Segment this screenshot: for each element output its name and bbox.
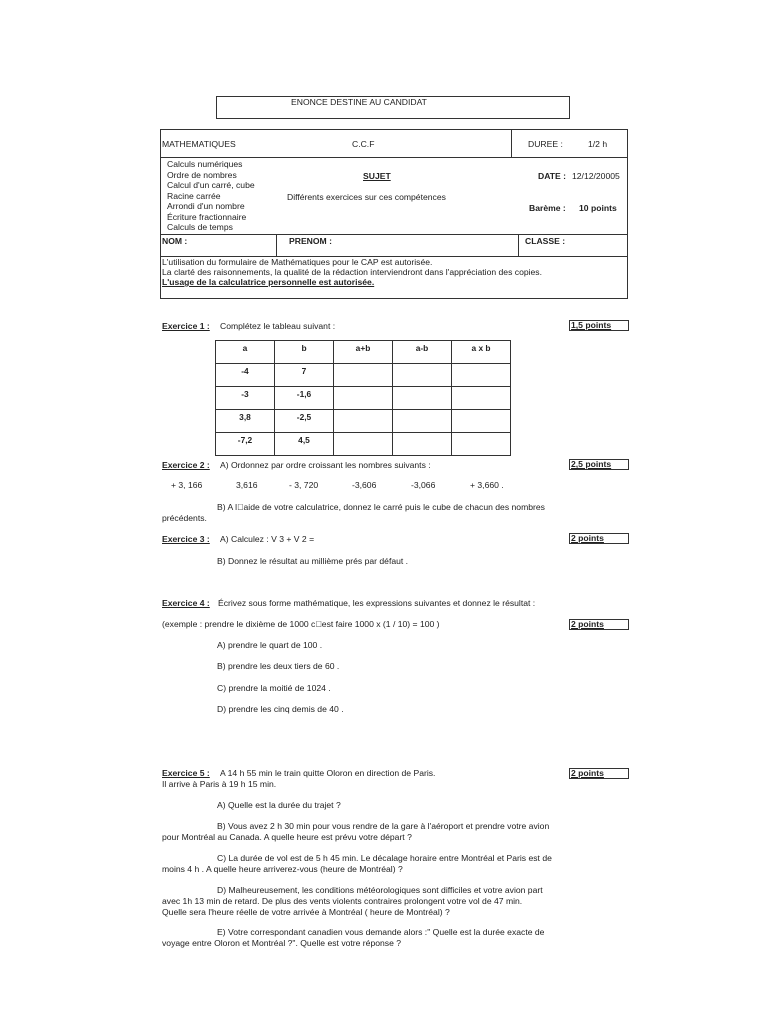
table-cell: -1,6 — [275, 387, 334, 410]
sujet-text: Différents exercices sur ces compétences — [287, 192, 446, 202]
exercise-1-text: Complétez le tableau suivant : — [220, 321, 336, 331]
exercise-2-points: 2,5 points — [569, 459, 629, 470]
competence-item: Écriture fractionnaire — [167, 211, 247, 222]
table-header-cell: a x b — [452, 341, 511, 364]
table-cell-empty — [393, 387, 452, 410]
instruction-note: La clarté des raisonnements, la qualité de la rédaction interviendront dans l'appréciation des copies. — [162, 267, 542, 277]
competence-item: Arrondi d'un nombre — [167, 201, 245, 211]
table-header-row — [216, 341, 511, 364]
nom-label: NOM : — [162, 236, 188, 246]
table-cell: -4 — [216, 364, 275, 387]
table-cell-empty — [334, 364, 393, 387]
divider — [160, 234, 628, 235]
duree-value: 1/2 h — [588, 139, 608, 149]
number-item: -3,066 — [411, 480, 436, 490]
exercise-5-points: 2 points — [569, 768, 629, 779]
table-cell: 4,5 — [275, 433, 334, 456]
classe-label: CLASSE : — [525, 236, 566, 246]
table-cell-empty — [334, 433, 393, 456]
number-item: -3,606 — [352, 480, 377, 490]
exercise-4-text: Écrivez sous forme mathématique, les expressions suivantes et donnez le résultat : — [218, 598, 536, 608]
exercise-5-label: Exercice 5 : — [162, 768, 210, 778]
exercise-3-question-b: B) Donnez le résultat au millième prés par défaut . — [217, 556, 409, 566]
exercise-2-text: A) Ordonnez par ordre croissant les nombres suivants : — [220, 460, 431, 470]
exercise-5-question: B) Vous avez 2 h 30 min pour vous rendre de la gare à l'aéroport et prendre votre avion — [217, 821, 550, 831]
exercise-5-question: D) Malheureusement, les conditions météorologiques sont difficiles et votre avion part — [217, 885, 543, 895]
banner-title: ENONCE DESTINE AU CANDIDAT — [291, 97, 427, 107]
competence-item: Ordre de nombres — [167, 169, 237, 180]
competence-item: Racine carrée — [167, 190, 221, 201]
exercise-4-points: 2 points — [569, 619, 629, 630]
exercise-5-question-cont: Quelle sera l'heure réelle de votre arrivée à Montréal ( heure de Montréal) ? — [162, 907, 450, 917]
exercise-5-question: C) La durée de vol est de 5 h 45 min. Le décalage horaire entre Montréal et Paris est de — [217, 853, 552, 863]
competence-item: Calculs de temps — [167, 222, 233, 232]
table-cell-empty — [334, 410, 393, 433]
number-item: + 3, 166 — [171, 480, 203, 490]
table-cell-empty — [452, 433, 511, 456]
table-header-cell: b — [275, 341, 334, 364]
subject-label: MATHEMATIQUES — [162, 139, 236, 149]
table-cell-empty — [334, 387, 393, 410]
table-cell-empty — [393, 433, 452, 456]
sujet-label: SUJET — [363, 171, 391, 181]
table-row — [216, 364, 511, 387]
exercise-1-points: 1,5 points — [569, 320, 629, 331]
exercise-2-question-b-cont: précédents. — [162, 513, 207, 523]
competences-list — [167, 159, 255, 233]
divider — [276, 234, 277, 256]
table-row — [216, 410, 511, 433]
competence-item: Calculs numériques — [167, 159, 243, 169]
divider — [160, 157, 628, 158]
exercise-4-example: (exemple : prendre le dixième de 1000 c est faire 1000 x (1 / 10) = 100 ) — [162, 619, 440, 629]
exercise-4-label: Exercice 4 : — [162, 598, 210, 608]
table-cell: 3,8 — [216, 410, 275, 433]
exercise-2-question-b: B) A l aide de votre calculatrice, donnez le carré puis le cube de chacun des nombres — [217, 502, 545, 512]
exercise-5-question-cont: avec 1h 13 min de retard. De plus des vents violents contraires prolongent votre vol de 47 min. — [162, 896, 523, 906]
table-cell-empty — [452, 364, 511, 387]
exercise-5-question-cont: moins 4 h . A quelle heure arriverez-vous (heure de Montréal) ? — [162, 864, 403, 874]
exercise-2-label: Exercice 2 : — [162, 460, 210, 470]
bareme-value: 10 points — [579, 203, 617, 213]
exercise-4-question: B) prendre les deux tiers de 60 . — [217, 661, 340, 671]
date-label: DATE : — [538, 171, 567, 181]
table-cell: 7 — [275, 364, 334, 387]
table-header-cell: a-b — [393, 341, 452, 364]
exercise-3-points: 2 points — [569, 533, 629, 544]
number-item: + 3,660 . — [470, 480, 504, 490]
date-value: 12/12/20005 — [572, 171, 620, 181]
table-header-cell: a+b — [334, 341, 393, 364]
exercise-5-text-cont: Il arrive à Paris à 19 h 15 min. — [162, 779, 277, 789]
exercise-5-question-cont: pour Montréal au Canada. A quelle heure est prévu votre départ ? — [162, 832, 412, 842]
table-cell: -2,5 — [275, 410, 334, 433]
number-item: - 3, 720 — [289, 480, 319, 490]
exercise-5-question: E) Votre correspondant canadien vous demande alors :" Quelle est la durée exacte de — [217, 927, 545, 937]
divider — [511, 129, 512, 157]
exercise-5-text: A 14 h 55 min le train quitte Oloron en direction de Paris. — [220, 768, 436, 778]
exercise-4-question: A) prendre le quart de 100 . — [217, 640, 323, 650]
table-cell: -7,2 — [216, 433, 275, 456]
mode-label: C.C.F — [352, 139, 375, 149]
exercise-3-label: Exercice 3 : — [162, 534, 210, 544]
duree-label: DUREE : — [528, 139, 563, 149]
exercise-3-text: A) Calculez : V 3 + V 2 = — [220, 534, 315, 544]
competence-item: Calcul d'un carré, cube — [167, 180, 255, 190]
divider — [518, 234, 519, 256]
exercise-4-question: D) prendre les cinq demis de 40 . — [217, 704, 344, 714]
table-row — [216, 387, 511, 410]
table-cell-empty — [393, 364, 452, 387]
table-cell-empty — [393, 410, 452, 433]
bareme-label: Barème : — [529, 203, 566, 213]
exercise-5-question: A) Quelle est la durée du trajet ? — [217, 800, 341, 810]
exercise-4-question: C) prendre la moitié de 1024 . — [217, 683, 331, 693]
instruction-note: L'utilisation du formulaire de Mathématiques pour le CAP est autorisée. — [162, 257, 433, 267]
table-cell-empty — [452, 410, 511, 433]
table-header-cell: a — [216, 341, 275, 364]
number-item: 3,616 — [236, 480, 258, 490]
exercise-5-question-cont: voyage entre Oloron et Montréal ?". Quelle est votre réponse ? — [162, 938, 402, 948]
exercise-1-label: Exercice 1 : — [162, 321, 210, 331]
prenom-label: PRENOM : — [289, 236, 332, 246]
table-row — [216, 433, 511, 456]
table-cell: -3 — [216, 387, 275, 410]
exercise-1-table — [215, 340, 511, 456]
table-cell-empty — [452, 387, 511, 410]
instruction-note: L'usage de la calculatrice personnelle est autorisée. — [162, 277, 375, 287]
